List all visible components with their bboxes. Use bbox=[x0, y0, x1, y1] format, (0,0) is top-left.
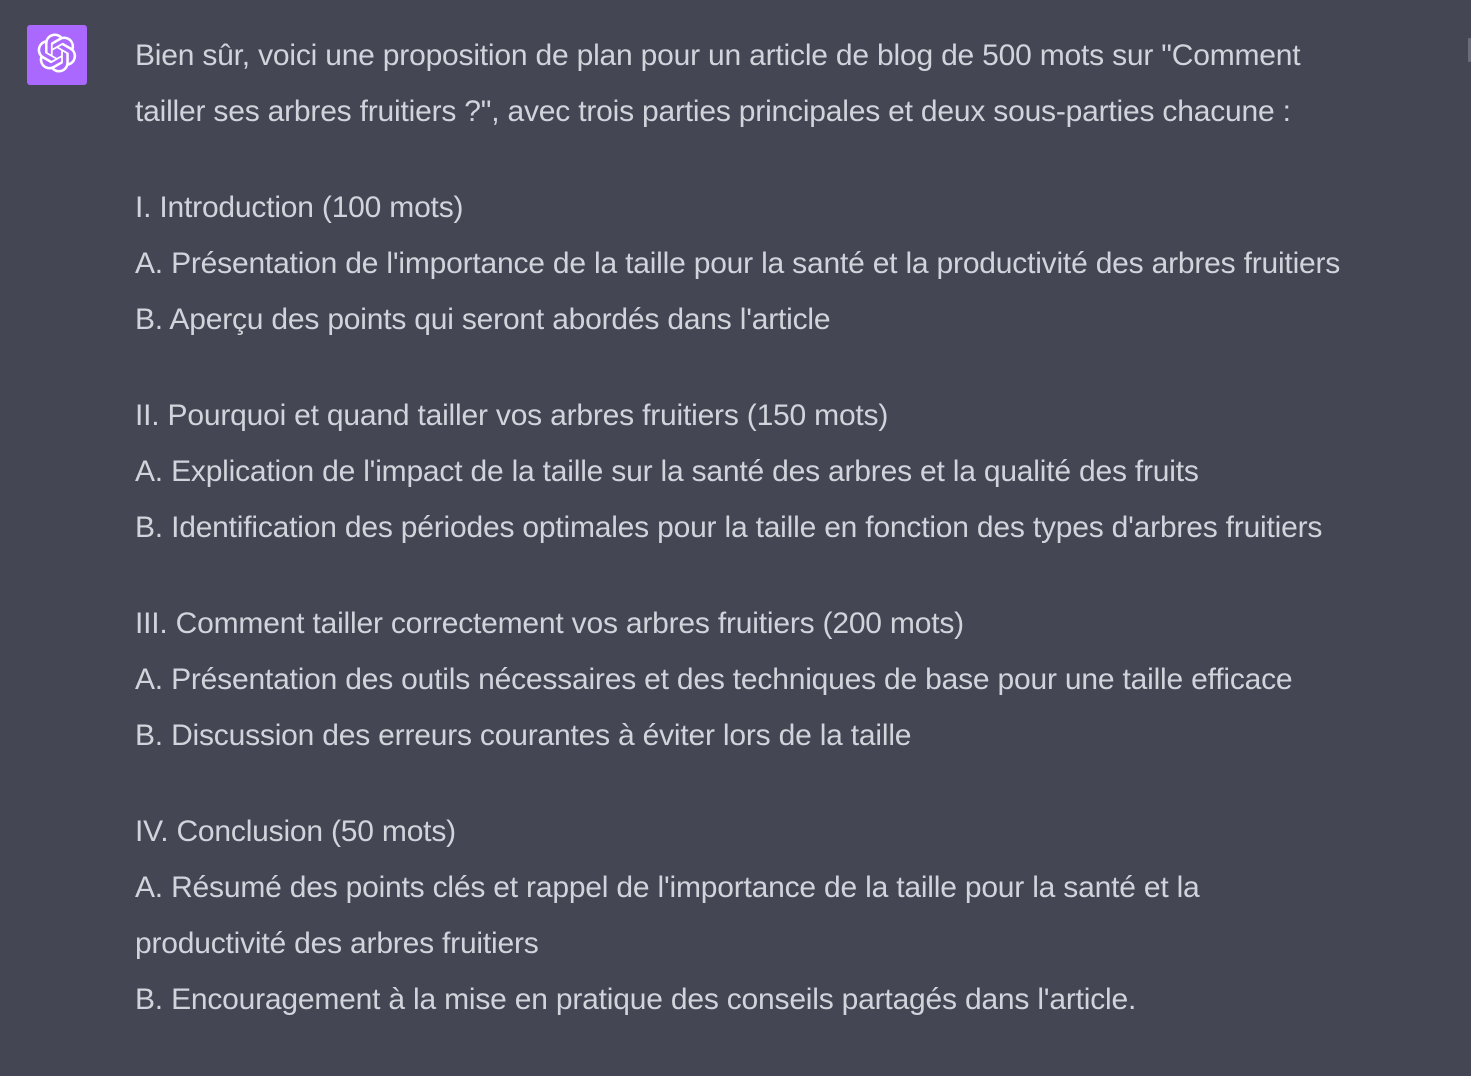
message-intro bbox=[135, 28, 1455, 140]
section-heading: III. Comment tailler correctement vos arbres fruitiers (200 mots) bbox=[135, 607, 964, 640]
intro-line: Bien sûr, voici une proposition de plan pour un article de blog de 500 mots sur "Comment bbox=[135, 39, 1301, 72]
intro-line: tailler ses arbres fruitiers ?", avec trois parties principales et deux sous-parties chacune : bbox=[135, 95, 1291, 128]
subpoint-a-continued: productivité des arbres fruitiers bbox=[135, 927, 539, 960]
section-heading: IV. Conclusion (50 mots) bbox=[135, 815, 456, 848]
assistant-message bbox=[135, 28, 1455, 1028]
outline-section-3 bbox=[135, 596, 1455, 764]
section-heading: I. Introduction (100 mots) bbox=[135, 191, 464, 224]
subpoint-b: B. Identification des périodes optimales pour la taille en fonction des types d'arbres fruitiers bbox=[135, 511, 1323, 544]
outline-section-1 bbox=[135, 180, 1455, 348]
openai-logo-icon bbox=[37, 33, 77, 78]
subpoint-a: A. Résumé des points clés et rappel de l'importance de la taille pour la santé et la bbox=[135, 871, 1200, 904]
outline-section-4 bbox=[135, 804, 1455, 1028]
assistant-avatar bbox=[27, 25, 87, 85]
subpoint-b: B. Discussion des erreurs courantes à éviter lors de la taille bbox=[135, 719, 912, 752]
section-heading: II. Pourquoi et quand tailler vos arbres fruitiers (150 mots) bbox=[135, 399, 889, 432]
subpoint-a: A. Explication de l'impact de la taille sur la santé des arbres et la qualité des fruits bbox=[135, 455, 1199, 488]
subpoint-b: B. Aperçu des points qui seront abordés dans l'article bbox=[135, 303, 831, 336]
outline-section-2 bbox=[135, 388, 1455, 556]
subpoint-a: A. Présentation de l'importance de la taille pour la santé et la productivité des arbres fruitiers bbox=[135, 247, 1341, 280]
subpoint-b: B. Encouragement à la mise en pratique des conseils partagés dans l'article. bbox=[135, 983, 1137, 1016]
subpoint-a: A. Présentation des outils nécessaires et des techniques de base pour une taille efficace bbox=[135, 663, 1293, 696]
